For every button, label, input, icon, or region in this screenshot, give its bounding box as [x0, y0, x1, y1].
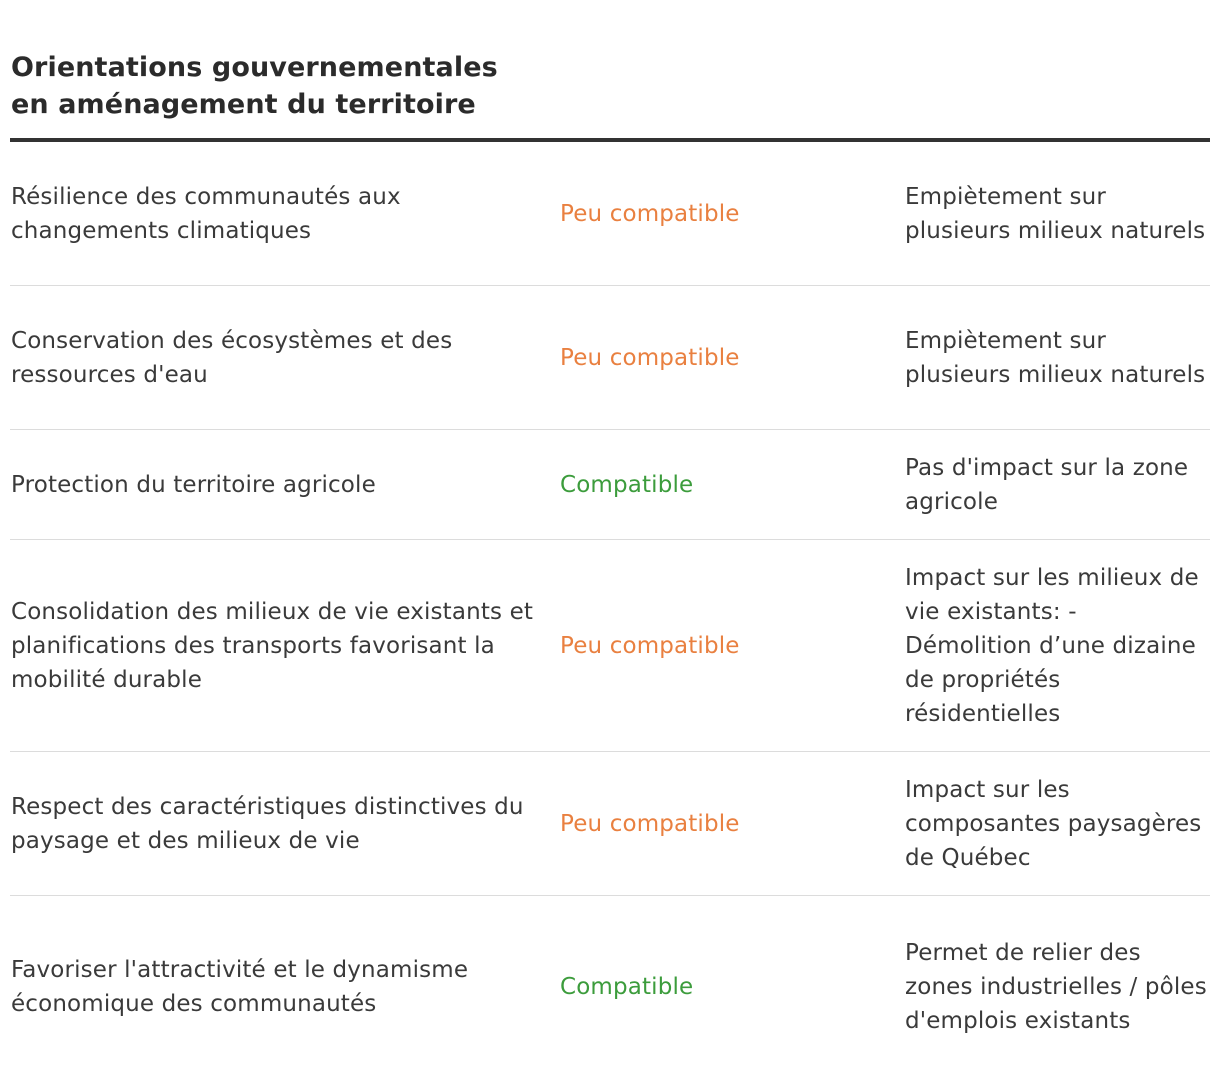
table-row — [10, 142, 1210, 286]
compatibility-status: Compatible — [560, 974, 694, 1000]
impact-note: Empiètement sur plusieurs milieux naturels — [905, 183, 1206, 244]
orientation-cell: Respect des caractéristiques distinctives du paysage et des milieux de vie — [11, 793, 524, 854]
table-title — [11, 49, 651, 123]
table-row — [10, 752, 1210, 896]
impact-note: Impact sur les milieux de vie existants: - Démolition d’une dizaine de propriétés résidentielles — [905, 564, 1199, 727]
compatibility-status: Peu compatible — [560, 632, 740, 659]
table-row — [10, 896, 1210, 1078]
impact-note: Pas d'impact sur la zone agricole — [905, 454, 1189, 515]
impact-note: Impact sur les composantes paysagères de Québec — [905, 776, 1202, 871]
orientations-table — [10, 142, 1210, 1078]
orientation-cell: Conservation des écosystèmes et des ressources d'eau — [11, 327, 453, 388]
table-title-line-1: Orientations gouvernementales — [11, 52, 498, 83]
table-row — [10, 540, 1210, 752]
compatibility-status: Peu compatible — [560, 200, 740, 227]
orientation-cell: Consolidation des milieux de vie existants et planifications des transports favorisant la mobilité durable — [11, 598, 534, 693]
table-row — [10, 286, 1210, 430]
table-row — [10, 430, 1210, 540]
orientation-cell: Résilience des communautés aux changements climatiques — [11, 183, 401, 244]
table-title-line-2: en aménagement du territoire — [11, 89, 476, 120]
orientation-cell: Favoriser l'attractivité et le dynamisme économique des communautés — [11, 957, 469, 1017]
compatibility-status: Peu compatible — [560, 344, 740, 371]
compatibility-status: Peu compatible — [560, 810, 740, 837]
compatibility-status: Compatible — [560, 471, 694, 498]
impact-note: Empiètement sur plusieurs milieux naturels — [905, 327, 1206, 388]
orientation-cell: Protection du territoire agricole — [11, 471, 376, 498]
impact-note: Permet de relier des zones industrielles / pôles d'emplois existants — [905, 940, 1207, 1034]
